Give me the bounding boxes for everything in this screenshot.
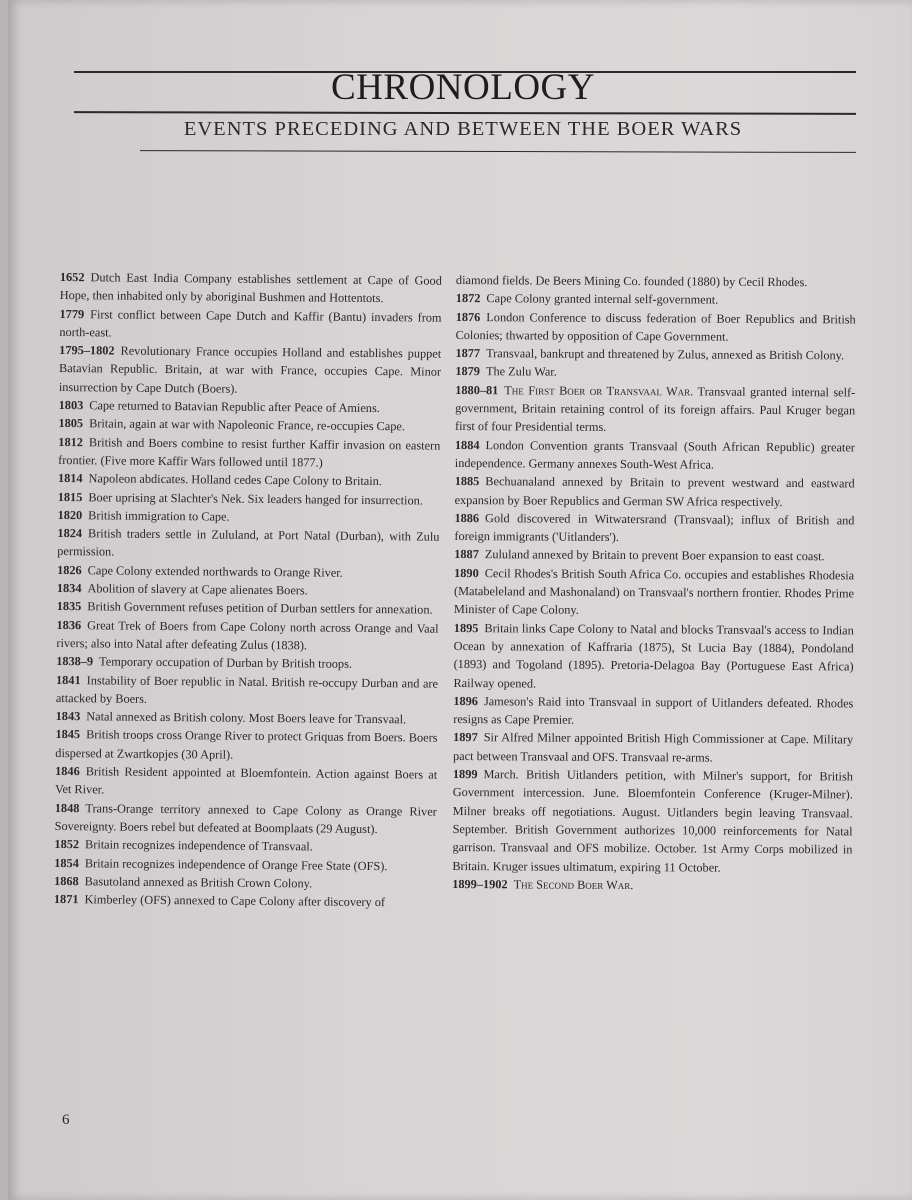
entry-year: 1852: [54, 837, 80, 852]
chronology-entry: [452, 765, 853, 877]
chronology-entry: [60, 268, 442, 308]
entry-text: Napoleon abdicates. Holland cedes Cape Colony to Britain.: [88, 471, 382, 489]
entry-year: 1885: [454, 474, 480, 489]
entry-text: Cape returned to Batavian Republic after Peace of Amiens.: [89, 398, 380, 416]
entry-war-title: The Second Boer War.: [513, 877, 634, 892]
entry-year: 1838–9: [56, 654, 94, 669]
chronology-entry: [453, 619, 853, 695]
entry-text: Sir Alfred Milner appointed British High Commissioner at Cape. Military pact between Transvaal and OFS. Transvaal re-arms.: [452, 730, 854, 765]
entry-year: 1848: [54, 800, 80, 815]
entry-year: 1826: [57, 562, 82, 577]
right-column: [452, 271, 856, 896]
chronology-entry: [54, 890, 436, 912]
chronology-entry: [55, 799, 437, 839]
entry-year: 1779: [59, 306, 85, 321]
entry-year: 1843: [55, 709, 81, 724]
entry-year: 1812: [58, 434, 83, 449]
entry-text: Abolition of slavery at Cape alienates Boers.: [87, 581, 308, 598]
entry-text: Transvaal, bankrupt and threatened by Zulus, annexed as British Colony.: [486, 346, 845, 363]
entry-year: 1896: [453, 693, 479, 708]
entry-text: March. British Uitlanders petition, with Milner's support, for British Government intercession. June. Bloemfontein Conference (Kruger-Milner). Milner breaks off negotiations. August. Uitlanders begin leaving Transvaal. September. British Government authorizes 10,000 reinforcements for Natal garrison. Transvaal and OFS mobilize. October. 1st Army Corps mobilized in Britain. Kruger issues ultimatum, expiring 11 October.: [452, 767, 853, 875]
chronology-entry: [55, 725, 437, 765]
entry-year: 1899–1902: [452, 876, 508, 892]
entry-text: Boer uprising at Slachter's Nek. Six leaders hanged for insurrection.: [88, 489, 423, 508]
entry-text: Cape Colony extended northwards to Orange River.: [87, 563, 343, 580]
entry-text: First conflict between Cape Dutch and Kaffir (Bantu) invaders from north-east.: [59, 306, 442, 340]
entry-text: Kimberley (OFS) annexed to Cape Colony after discovery of: [84, 892, 386, 910]
chronology-entry: [59, 305, 441, 345]
chronology-entry: [453, 692, 853, 731]
entry-year: 1824: [57, 526, 83, 541]
entry-year: 1841: [55, 672, 81, 687]
entry-text: British immigration to Cape.: [88, 508, 230, 524]
entry-year: 1803: [58, 398, 84, 413]
entry-year: 1899: [452, 767, 478, 782]
entry-year: 1845: [55, 727, 81, 742]
chronology-entry: [456, 289, 856, 310]
chronology-entry: [454, 564, 854, 621]
entry-text: British Resident appointed at Bloemfontein. Action against Boers at Vet River.: [54, 764, 438, 797]
chronology-entry: [56, 671, 438, 711]
entry-text: Bechuanaland annexed by Britain to prevent westward and eastward expansion by Boer Republics and German SW Africa respectively.: [454, 474, 855, 509]
entry-year: 1876: [455, 309, 481, 324]
chronology-entry: [58, 433, 440, 473]
entry-text: Natal annexed as British colony. Most Boers leave for Transvaal.: [86, 709, 407, 727]
bottom-rule: [140, 150, 856, 153]
entry-year: 1880–81: [455, 382, 499, 398]
chronology-entry: [456, 308, 856, 347]
chronology-entry: [57, 524, 439, 564]
entry-year: 1835: [56, 599, 82, 614]
book-page: [8, 0, 912, 1200]
entry-year: 1895: [453, 620, 479, 635]
entry-text: Cape Colony granted internal self-government.: [486, 291, 719, 307]
entry-year: 1868: [54, 873, 79, 889]
entry-year: 1872: [455, 291, 481, 306]
chronology-entry: [56, 616, 438, 656]
entry-text: Instability of Boer republic in Natal. British re-occupy Durban and are attacked by Boers.: [55, 672, 439, 706]
chronology-entry: [59, 341, 442, 400]
chronology-entry: [55, 762, 437, 802]
entry-year: 1815: [57, 489, 83, 504]
chronology-entry: [455, 381, 855, 438]
entry-year: 1884: [454, 437, 480, 452]
entry-year: 1795–1802: [59, 343, 115, 358]
chronology-entry: [452, 875, 852, 896]
entry-text: Britain recognizes independence of Transvaal.: [84, 837, 313, 854]
entry-year: 1652: [59, 269, 85, 285]
chronology-entry: [455, 472, 855, 511]
entry-year: 1890: [454, 565, 479, 580]
entry-text: Gold discovered in Witwatersrand (Transvaal); influx of British and foreign immigrants ('Uitlanders').: [454, 511, 855, 545]
mid-rule: [74, 111, 856, 115]
entry-year: 1834: [56, 581, 82, 596]
entry-year: 1820: [57, 507, 83, 523]
entry-text: diamond fields. De Beers Mining Co. founded (1880) by Cecil Rhodes.: [455, 272, 808, 290]
entry-text: Temporary occupation of Durban by British troops.: [99, 654, 353, 672]
entry-year: 1886: [454, 510, 480, 526]
entry-text: Dutch East India Company establishes settlement at Cape of Good Hope, then inhabited only by aboriginal Bushmen and Hottentots.: [59, 270, 442, 306]
chronology-entry: [456, 271, 856, 292]
entry-year: 1836: [56, 617, 82, 632]
entry-year: 1879: [455, 364, 481, 379]
entry-text: Trans-Orange territory annexed to Cape Colony as Orange River Sovereignty. Boers rebel but defeated at Boomplaats (29 August).: [54, 800, 437, 836]
chronology-entry: [453, 728, 853, 767]
entry-year: 1871: [53, 892, 79, 907]
entry-text: Jameson's Raid into Transvaal in support of Uitlanders defeated. Rhodes resigns as Cape Premier.: [453, 694, 854, 727]
entry-text: Britain links Cape Colony to Natal and blocks Transvaal's access to Indian Ocean by annexation of Kaffraria (1875), St Lucia Bay (1884), Pondoland (1893) and Togoland (1895). Pretoria-Delagoa Bay (Portuguese East Africa) Railway opened.: [453, 620, 854, 691]
entry-text: British traders settle in Zululand, at Port Natal (Durban), with Zulu permission.: [57, 526, 440, 559]
entry-text: London Convention grants Transvaal (South African Republic) greater independence. Germany annexes South-West Africa.: [454, 437, 855, 472]
entry-text: British troops cross Orange River to protect Griquas from Boers. Boers dispersed at Zwartkopjes (30 April).: [55, 727, 438, 762]
entry-year: 1877: [455, 346, 481, 361]
entry-text: London Conference to discuss federation of Boer Republics and British Colonies; thwarted by opposition of Cape Government.: [455, 309, 856, 344]
entry-text: Basutoland annexed as British Crown Colony.: [84, 874, 313, 891]
entry-text: Transvaal granted internal self-government, Britain retaining control of its foreign affairs. Paul Kruger began first of four Presidential terms.: [455, 384, 856, 435]
chronology-entry: [455, 344, 855, 365]
chronology-entry: [454, 509, 854, 548]
page-number: 6: [62, 1112, 70, 1128]
entry-text: British and Boers combine to resist further Kaffir invasion on eastern frontier. (Five more Kaffir Wars followed until 1877.): [58, 434, 441, 470]
entry-text: The Zulu War.: [485, 364, 557, 380]
entry-year: 1854: [54, 855, 79, 870]
entry-text: Britain recognizes independence of Orange Free State (OFS).: [84, 855, 388, 873]
entry-text: British Government refuses petition of Durban settlers for annexation.: [87, 599, 433, 617]
entry-year: 1805: [58, 416, 84, 431]
chronology-entry: [455, 362, 855, 383]
entry-year: 1814: [57, 471, 83, 486]
left-column: [54, 268, 442, 912]
entry-text: Britain, again at war with Napoleonic France, re-occupies Cape.: [89, 416, 405, 434]
entry-text: Cecil Rhodes's British South Africa Co. occupies and establishes Rhodesia (Matabeleland and Mashonaland) on Transvaal's northern frontier. Rhodes Prime Minister of Cape Colony.: [453, 565, 855, 618]
entry-year: 1846: [55, 763, 80, 779]
page-subtitle: EVENTS PRECEDING AND BETWEEN THE BOER WARS: [183, 118, 743, 140]
entry-text: Great Trek of Boers from Cape Colony north across Orange and Vaal rivers; also into Natal after defeating Zulus (1838).: [56, 617, 439, 653]
chronology-entry: [454, 545, 854, 566]
entry-year: 1887: [454, 547, 479, 562]
chronology-entry: [455, 436, 855, 475]
page-title: CHRONOLOGY: [331, 67, 595, 108]
entry-war-title: The First Boer or Transvaal War.: [504, 383, 694, 399]
entry-text: Zululand annexed by Britain to prevent Boer expansion to east coast.: [484, 547, 825, 564]
entry-year: 1897: [453, 730, 478, 745]
entry-text: Revolutionary France occupies Holland and establishes puppet Batavian Republic. Britain, at war with France, occupies Cape. Minor insurrection by Cape Dutch (Boers).: [58, 343, 442, 396]
